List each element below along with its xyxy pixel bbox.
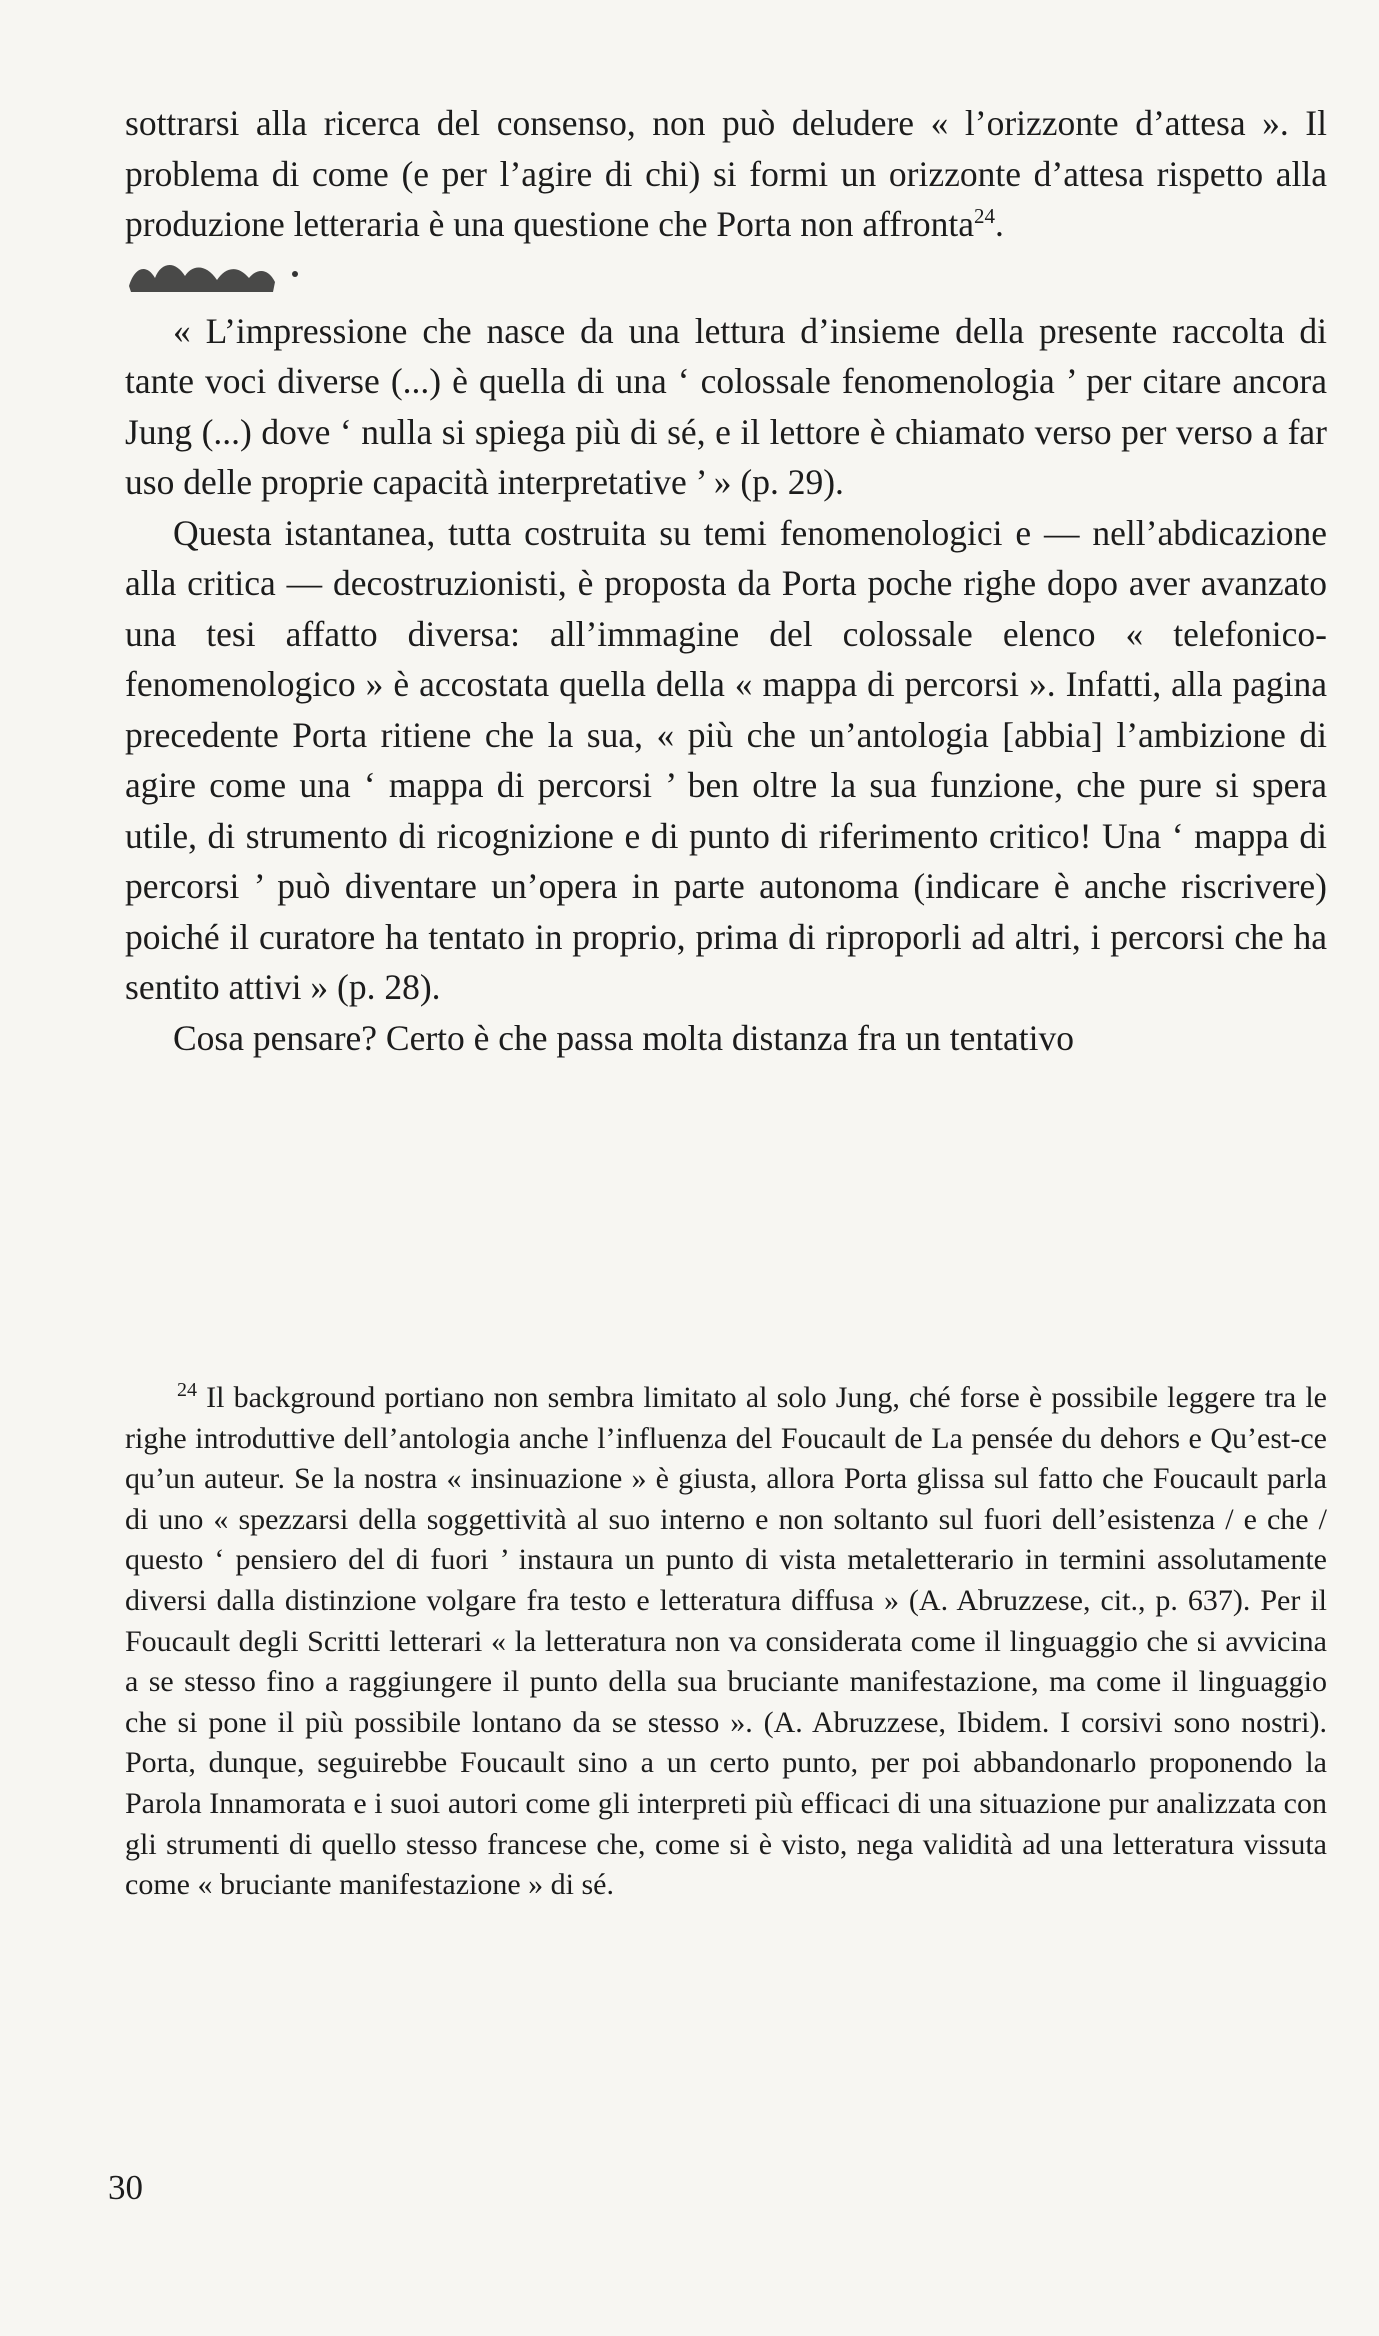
paragraph-3: Questa istantanea, tutta costruita su temi fenomenologici e — nell’abdicazione alla critica — decostruzionisti, è proposta da Porta poche righe dopo aver avanzato una tesi affatto diversa: all’immagine del colossale elenco « telefonico-fenomenologico » è accostata quella della « mappa di percorsi ». Infatti, alla pagina precedente Porta ritiene che la sua, « più che un’antologia [abbia] l’ambizione di agire come una ‘ mappa di percorsi ’ ben oltre la sua funzione, che pure si spera utile, di strumento di ricognizione e di punto di riferimento critico! Una ‘ mappa di percorsi ’ può diventare un’opera in parte autonoma (indicare è anche riscrivere) poiché il curatore ha tentato in proprio, prima di riproporli ad altri, i percorsi che ha sentito attivi » (p. 28). — [125, 512, 1327, 1007]
ink-smudge — [125, 256, 315, 296]
paragraph-4: Cosa pensare? Certo è che passa molta distanza fra un tentativo — [173, 1017, 1074, 1058]
footnote-reference: 24 — [974, 204, 996, 229]
paragraph-1-text: sottrarsi alla ricerca del consenso, non può deludere « l’orizzonte d’attesa ». Il problema di come (e per l’agire di chi) si formi un orizzonte d’attesa rispetto alla produzione letteraria è una questione che Porta non affronta — [125, 103, 1327, 244]
main-text — [125, 98, 1327, 1063]
footnotes — [125, 1378, 1327, 1906]
footnote-text: Il background portiano non sembra limitato al solo Jung, ché forse è possibile leggere tra le righe introduttive dell’antologia anche l’influenza del Foucault de La pensée du dehors e Qu’est-ce qu’un auteur. Se la nostra « insinuazione » è giusta, allora Porta glissa sul fatto che Foucault parla di uno « spezzarsi della soggettività al suo interno e non soltanto sul fuori dell’esistenza / e che / questo ‘ pensiero del di fuori ’ instaura un punto di vista metaletterario in termini assolutamente diversi dalla distinzione volgare fra testo e letteratura diffusa » (A. Abruzzese, cit., p. 637). Per il Foucault degli Scritti letterari « la letteratura non va considerata come il linguaggio che si avvicina a se stesso fino a raggiungere il punto della sua bruciante manifestazione, ma come il linguaggio che si pone il più possibile lontano da se stesso ». (A. Abruzzese, Ibidem. I corsivi sono nostri). Porta, dunque, seguirebbe Foucault sino a un certo punto, per poi abbandonarlo proponendo la Parola Innamorata e i suoi autori come gli interpreti più efficaci di una situazione pur analizzata con gli strumenti di quello stesso francese che, come si è visto, nega validità ad una letteratura vissuta come « bruciante manifestazione » di sé. — [125, 1381, 1327, 1902]
page-body — [125, 98, 1327, 1063]
page-number: 30 — [108, 2168, 143, 2207]
paragraph-2: « L’impressione che nasce da una lettura d’insieme della presente raccolta di tante voci diverse (...) è quella di una ‘ colossale fenomenologia ’ per citare ancora Jung (...) dove ‘ nulla si spiega più di sé, e il lettore è chiamato verso per verso a far uso delle proprie capacità interpretative ’ » (p. 29). — [125, 310, 1327, 502]
paragraph-1-end: . — [995, 204, 1004, 244]
footnote-number: 24 — [177, 1379, 197, 1401]
paragraph-1 — [125, 98, 1327, 250]
footnote-24 — [125, 1378, 1327, 1906]
